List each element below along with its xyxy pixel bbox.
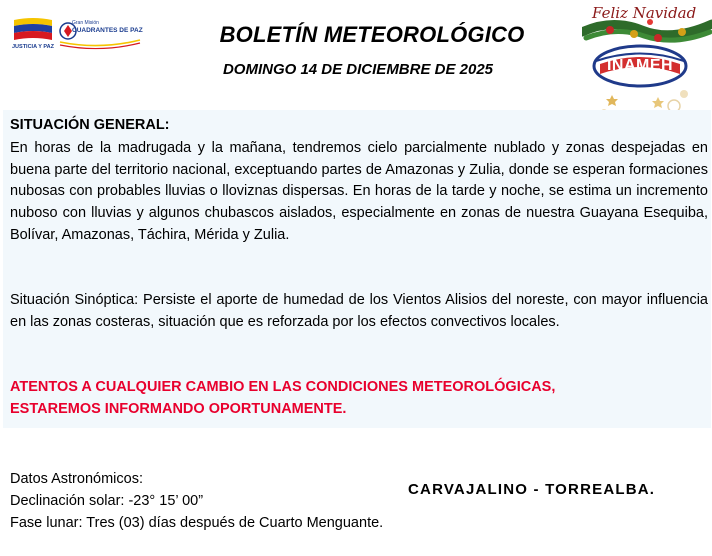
authors-signature: CARVAJALINO - TORREALBA. xyxy=(408,481,656,498)
moon-phase: Fase lunar: Tres (03) días después de Cuarto Menguante. xyxy=(10,514,384,531)
bulletin-title: BOLETÍN METEOROLÓGICO xyxy=(219,22,525,47)
bulletin-body xyxy=(3,110,711,428)
synoptic-situation-text: Situación Sinóptica: Persiste el aporte de humedad de los Vientos Alisios del noreste, con mayor influencia en las zonas costeras, situación que es reforzada por los efectos convectivos locales. xyxy=(10,292,708,330)
general-situation-heading: SITUACIÓN GENERAL: xyxy=(10,117,170,133)
inameh-label: INAMEH xyxy=(606,57,674,74)
alert-message xyxy=(10,377,708,420)
bulletin-date: DOMINGO 14 DE DICIEMBRE DE 2025 xyxy=(222,61,494,78)
astronomical-heading: Datos Astronómicos: xyxy=(10,471,143,487)
general-situation-text: En horas de la madrugada y la mañana, tendremos cielo parcialmente nublado y zonas despejadas en buena parte del territorio nacional, exceptuando partes de Amazonas y Zulia, donde se esperan formaciones nubosas con probables lluvias o lloviznas dispersas. En horas de la tarde y noche, se estima un incremento nuboso con lluvias y algunos chubascos aislados, especialmente en zonas de nuestra Guayana Esequiba, Bolívar, Amazonas, Táchira, Mérida y Zulia. xyxy=(10,140,708,243)
christmas-greeting: Feliz Navidad xyxy=(592,4,697,22)
alert-line-1: ATENTOS A CUALQUIER CAMBIO EN LAS CONDICIONES METEOROLÓGICAS, xyxy=(10,379,556,395)
astronomical-data xyxy=(10,469,383,534)
mission-logo-label: CUADRANTES DE PAZ xyxy=(72,27,143,34)
solar-declination: Declinación solar: -23° 15’ 00” xyxy=(10,492,204,509)
justice-logo-label: JUSTICIA Y PAZ xyxy=(12,44,54,50)
alert-line-2: ESTAREMOS INFORMANDO OPORTUNAMENTE. xyxy=(10,400,347,417)
mission-logo-small-text: Gran Misión xyxy=(72,20,99,26)
inameh-logo xyxy=(592,44,688,88)
